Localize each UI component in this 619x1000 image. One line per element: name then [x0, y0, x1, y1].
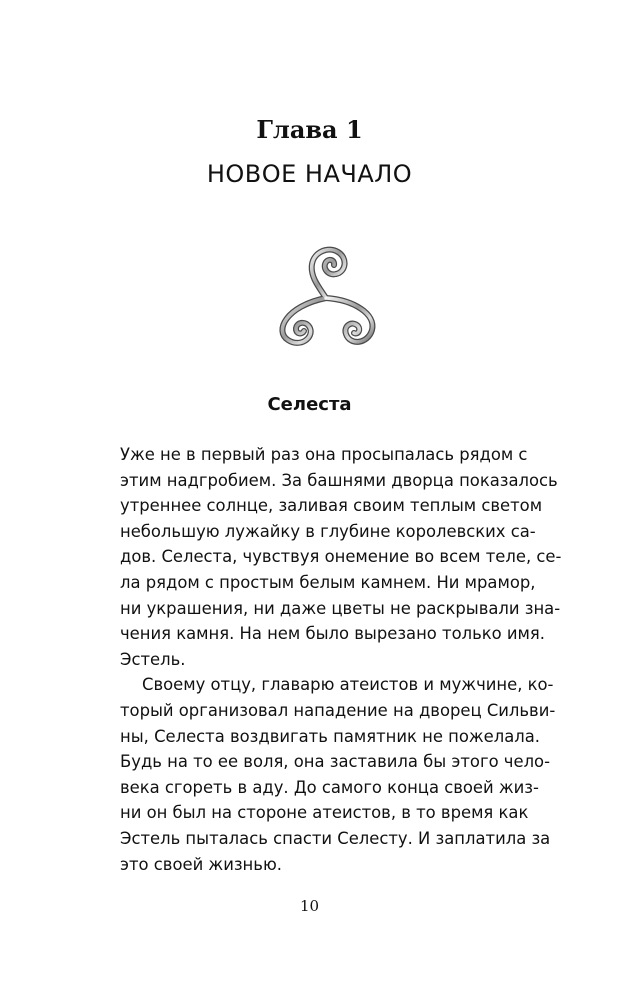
text-line: ла рядом с простым белым камнем. Ни мрамор,: [120, 572, 536, 592]
text-line: ны, Селеста воздвигать памятник не пожелала.: [120, 726, 540, 746]
chapter-number: Глава 1: [256, 115, 363, 144]
text-line: чения камня. На нем было вырезано только имя.: [120, 624, 545, 644]
text-line: Уже не в первый раз она просыпалась рядом с: [120, 445, 528, 464]
chapter-title: НОВОЕ НАЧАЛО: [206, 160, 413, 188]
text-line: Своему отцу, главарю атеистов и мужчине, ко-: [142, 675, 554, 695]
text-line: утреннее солнце, заливая своим теплым светом: [120, 496, 543, 516]
body-text: [120, 442, 562, 877]
text-line: этим надгробием. За башнями дворца показалось: [120, 470, 558, 490]
text-line: дов. Селеста, чувствуя онемение во всем теле, се-: [120, 547, 562, 567]
text-line: небольшую лужайку в глубине королевских са-: [120, 521, 536, 541]
text-line: века сгореть в аду. До самого конца своей жиз-: [120, 777, 539, 797]
text-line: торый организовал нападение на дворец Сильви-: [120, 700, 556, 720]
section-heading: Селеста: [267, 394, 352, 415]
text-line: Будь на то ее воля, она заставила бы этого чело-: [120, 752, 550, 772]
text-line: это своей жизнью.: [120, 854, 282, 874]
text-line: Эстель.: [120, 649, 186, 669]
text-line: ни украшения, ни даже цветы не раскрывали зна-: [120, 598, 561, 618]
triskelion-icon: [266, 236, 386, 351]
text-line: ни он был на стороне атеистов, в то время как: [120, 803, 529, 823]
text-line: Эстель пыталась спасти Селесту. И заплатила за: [120, 828, 551, 848]
page-number: 10: [299, 897, 320, 915]
